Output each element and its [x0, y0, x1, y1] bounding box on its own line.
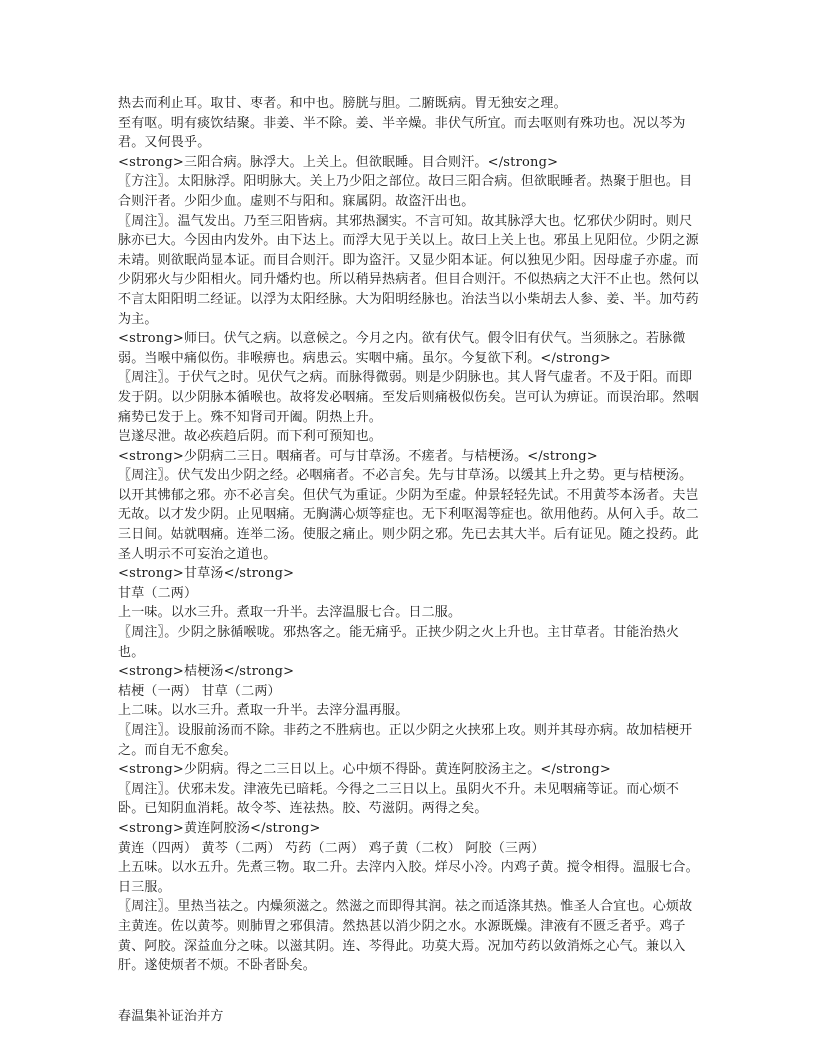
- text-paragraph: 热去而利止耳。取甘、枣者。和中也。膀胱与胆。二腑既病。胃无独安之理。: [118, 96, 567, 111]
- formula-title-jiegeng-tang: <strong>桔梗汤</strong>: [118, 664, 295, 680]
- formula-instructions: 上二味。以水三升。煮取一升半。去滓分温再服。: [118, 703, 409, 719]
- text-paragraph-zhou-note: 〖周注〗。里热当祛之。内燥须滋之。然滋之而即得其润。祛之而适涤其热。惟圣人合宜也。心烦故主黄连。佐以黄芩。则肺胃之邪俱清。然热甚以消少阴之水。水源既燥。津液有不匮乏者乎。鸡子黄、阿胶。深益血分之味。以滋其阴。连、芩得此。功莫大焉。况加芍药以敛消烁之心气。兼以入肝。遂使烦者不烦。不卧者卧矣。: [118, 899, 693, 974]
- text-paragraph-strong-markup: <strong>三阳合病。脉浮大。上关上。但欲眠睡。目合则汗。</strong>: [118, 154, 559, 170]
- blank-line: [118, 976, 702, 996]
- document-page: [118, 94, 702, 1027]
- text-paragraph: 至有呕。明有痰饮结聚。非姜、半不除。姜、半辛燥。非伏气所宜。而去呕则有殊功也。况以芩为君。又何畏乎。: [118, 115, 686, 151]
- text-paragraph-strong-markup: <strong>少阴病二三日。咽痛者。可与甘草汤。不瘥者。与桔梗汤。</strong>: [118, 448, 598, 464]
- formula-title-gancao-tang: <strong>甘草汤</strong>: [118, 566, 295, 582]
- text-paragraph-strong-markup: <strong>师曰。伏气之病。以意候之。今月之内。欲有伏气。假令旧有伏气。当须脉之。若脉微弱。当喉中痛似伤。非喉痹也。病患云。实咽中痛。虽尔。今复欲下利。</strong>: [118, 331, 686, 366]
- text-paragraph-zhou-note: 〖周注〗。于伏气之时。见伏气之病。而脉得微弱。则是少阴脉也。其人肾气虚者。不及于阳。而即发于阴。以少阴脉本循喉也。故将发必咽痛。至发后则痛极似伤矣。岂可认为痹证。而误治耶。然咽痛势已发于上。殊不知肾司开阖。阴热上升。: [118, 370, 699, 425]
- formula-instructions: 上一味。以水三升。煮取一升半。去滓温服七合。日二服。: [118, 605, 462, 621]
- text-paragraph-zhou-note: 〖周注〗。伏气发出少阴之经。必咽痛者。不必言矣。先与甘草汤。以缓其上升之势。更与桔梗汤。以开其怫郁之邪。亦不必言矣。但伏气为重证。少阴为至虚。仲景轻轻先试。不用黄芩本汤者。夫岂无故。以才发少阴。止见咽痛。无胸满心烦等症也。无下利呕渴等症也。欲用他药。从何入手。故二三日间。姑就咽痛。连举二汤。使服之痛止。则少阴之邪。先已去其大半。后有证见。随之投药。此圣人明示不可妄治之道也。: [118, 468, 699, 562]
- text-paragraph-zhou-note: 〖周注〗。温气发出。乃至三阳皆病。其邪热溷实。不言可知。故其脉浮大也。忆邪伏少阴时。则尺脉亦已大。今因由内发外。由下达上。而浮大见于关以上。故曰上关上也。邪虽上见阳位。少阴之源未靖。则欲眠尚显本证。而目合则汗。即为盗汗。又显少阳本证。何以独见少阳。因母虚子亦虚。而少阴邪火与少阳相火。同升燔灼也。所以稍异热病者。但目合则汗。不似热病之大汗不止也。然何以不言太阳阳明二经证。以浮为太阳经脉。大为阳明经脉也。治法当以小柴胡去人参、姜、半。加芍药为主。: [118, 213, 699, 327]
- formula-instructions: 上五味。以水五升。先煮三物。取二升。去滓内入胶。烊尽小冷。内鸡子黄。搅令相得。温服七合。日三服。: [118, 860, 699, 895]
- text-paragraph-strong-markup: <strong>少阴病。得之二三日以上。心中烦不得卧。黄连阿胶汤主之。</strong>: [118, 762, 612, 778]
- text-paragraph-zhou-note: 〖周注〗。少阴之脉循喉咙。邪热客之。能无痛乎。正挟少阴之火上升也。主甘草者。甘能治热火也。: [118, 625, 680, 660]
- text-paragraph-fang-note: 〖方注〗。太阳脉浮。阳明脉大。关上乃少阳之部位。故曰三阳合病。但欲眠睡者。热聚于胆也。目合则汗者。少阳少血。虚则不与阳和。寐属阴。故盗汗出也。: [118, 174, 693, 209]
- formula-ingredients: 桔梗（一两） 甘草（二两）: [118, 683, 281, 699]
- text-paragraph-zhou-note: 〖周注〗。设服前汤而不除。非药之不胜病也。正以少阴之火挟邪上攻。则并其母亦病。故加桔梗开之。而自无不愈矣。: [118, 723, 693, 758]
- formula-title-huanglian-ejiao-tang: <strong>黄连阿胶汤</strong>: [118, 820, 321, 836]
- formula-ingredients: 甘草（二两）: [118, 585, 198, 601]
- section-footer-title: 春温集补证治并方: [118, 1009, 224, 1025]
- text-paragraph-zhou-note: 〖周注〗。伏邪未发。津液先已暗耗。今得之二三日以上。虽阴火不升。未见咽痛等证。而心烦不卧。已知阴血消耗。故令芩、连祛热。胶、芍滋阴。两得之矣。: [118, 781, 680, 817]
- formula-ingredients: 黄连（四两） 黄芩（二两） 芍药（二两） 鸡子黄（二枚） 阿胶（三两）: [118, 840, 545, 856]
- text-paragraph: 岂遂尽泄。故必疾趋后阴。而下利可预知也。: [118, 429, 383, 445]
